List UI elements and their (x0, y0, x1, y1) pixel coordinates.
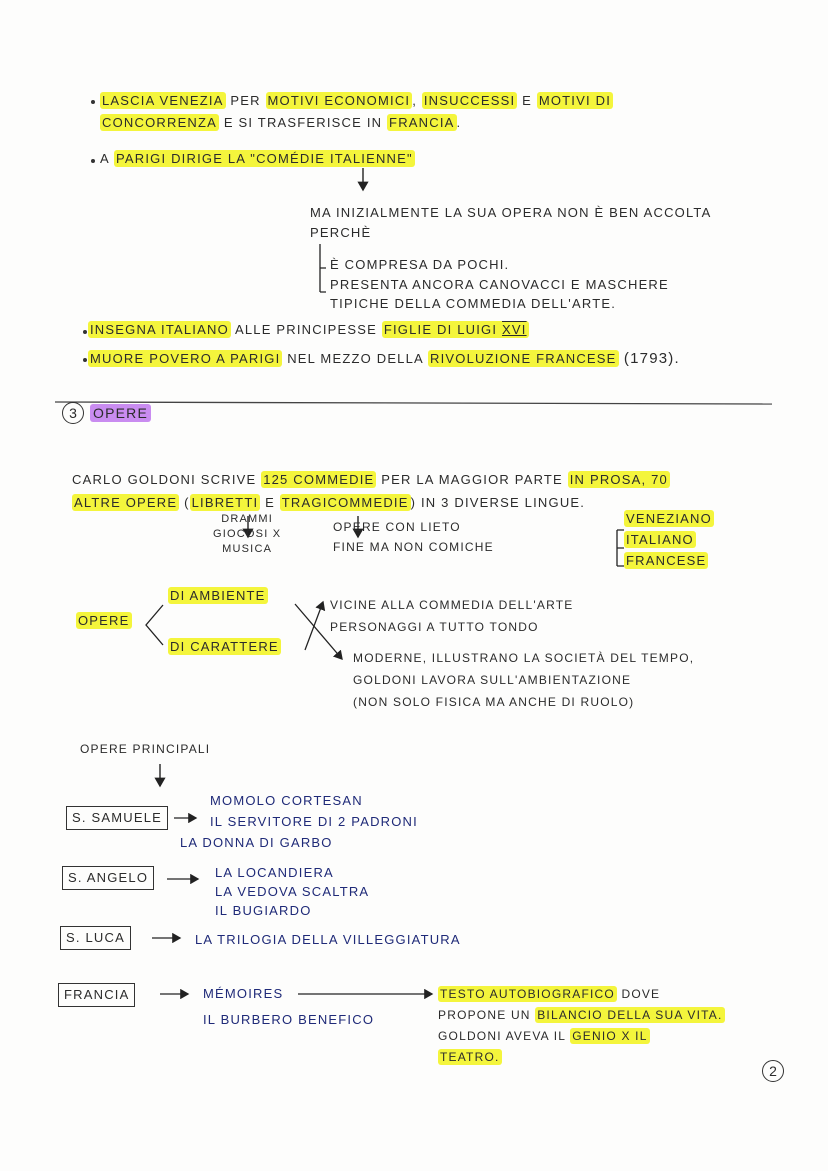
theatre-box: S. ANGELO (62, 866, 154, 890)
note-line: PERCHÈ (310, 225, 372, 240)
work: LA TRILOGIA DELLA VILLEGGIATURA (195, 932, 461, 947)
bullet-4 (88, 350, 680, 368)
text: GIOCOSI X (213, 528, 282, 540)
highlight: LASCIA VENEZIA (102, 93, 224, 108)
bracket (320, 244, 326, 292)
bullet-2 (100, 150, 415, 168)
bullet-dot (91, 100, 95, 104)
highlight: GENIO X IL (572, 1029, 648, 1043)
highlight: FRANCIA (389, 115, 455, 130)
work: LA LOCANDIERA (215, 865, 334, 880)
text: , (412, 93, 422, 108)
text: DOVE (616, 987, 661, 1001)
work: LA VEDOVA SCALTRA (215, 884, 370, 899)
highlight: OPERE (78, 613, 130, 628)
work: MÉMOIRES (203, 986, 284, 1001)
highlight (382, 321, 529, 338)
bracket (617, 530, 624, 566)
highlight: INSUCCESSI (423, 93, 516, 108)
text: (NON SOLO FISICA MA ANCHE DI RUOLO) (353, 695, 635, 709)
highlight: TEATRO. (440, 1050, 500, 1064)
text: GOLDONI LAVORA SULL'AMBIENTAZIONE (353, 673, 632, 687)
highlight: CONCORRENZA (102, 115, 218, 130)
lingue-list (624, 508, 714, 571)
text: E SI TRASFERISCE IN (219, 115, 388, 130)
principali-title: OPERE PRINCIPALI (80, 742, 211, 756)
text: ALLE PRINCIPESSE (230, 322, 382, 337)
text: (1793). (618, 350, 680, 367)
highlight: DI CARATTERE (170, 639, 279, 654)
highlight: DI AMBIENTE (170, 588, 266, 603)
bullet-1-line-2 (100, 114, 461, 132)
highlight: MUORE POVERO A PARIGI (90, 351, 281, 366)
text: FIGLIE DI LUIGI (383, 322, 502, 337)
section-title-text: OPERE (90, 404, 151, 422)
bullet-1-line-1 (100, 92, 613, 110)
note-reason: PRESENTA ANCORA CANOVACCI E MASCHERE (330, 277, 669, 292)
text: MUSICA (222, 543, 273, 555)
intro-line-1 (72, 471, 670, 489)
highlight: TESTO AUTOBIOGRAFICO (440, 987, 615, 1001)
work: IL SERVITORE DI 2 PADRONI (210, 814, 418, 829)
type-desc-top (330, 594, 573, 638)
text: E (260, 495, 280, 510)
bullet-dot (91, 159, 95, 163)
text: FINE MA NON COMICHE (333, 540, 494, 554)
text: PROPONE UN (438, 1008, 536, 1022)
work: IL BUGIARDO (215, 903, 312, 918)
text: CARLO GOLDONI SCRIVE (72, 472, 262, 487)
theatre-box: S. LUCA (60, 926, 131, 950)
type-ambiente (168, 587, 268, 605)
work: MOMOLO CORTESAN (210, 793, 363, 808)
type-desc-bottom (353, 647, 694, 713)
memoires-note (438, 984, 725, 1068)
highlight: PARIGI DIRIGE LA "COMÉDIE ITALIENNE" (115, 151, 413, 166)
text: XVI (502, 322, 527, 337)
highlight: LIBRETTI (191, 495, 259, 510)
highlight: BILANCIO DELLA SUA VITA. (537, 1008, 723, 1022)
branch-lines (146, 605, 163, 645)
text: VICINE ALLA COMMEDIA DELL'ARTE (330, 598, 574, 612)
highlight: ALTRE OPERE (74, 495, 178, 510)
types-root (76, 612, 132, 630)
section-title (90, 404, 151, 422)
highlight: VENEZIANO (626, 511, 712, 526)
text: PERSONAGGI A TUTTO TONDO (330, 620, 539, 634)
theatre-box: FRANCIA (58, 983, 135, 1007)
text: ) IN 3 DIVERSE LINGUE. (410, 495, 586, 510)
highlight: INSEGNA ITALIANO (90, 322, 229, 337)
intro-line-2 (72, 494, 585, 512)
bullet-3 (88, 321, 529, 339)
type-carattere (168, 638, 281, 656)
tragicommedie-note (333, 517, 494, 557)
highlight: TRAGICOMMEDIE (281, 495, 409, 510)
bullet-dot (83, 330, 87, 334)
highlight: FRANCESE (626, 553, 707, 568)
note-reason: TIPICHE DELLA COMMEDIA DELL'ARTE. (330, 296, 617, 311)
work: LA DONNA DI GARBO (180, 835, 333, 850)
highlight: IN PROSA, 70 (569, 472, 668, 487)
text: MODERNE, ILLUSTRANO LA SOCIETÀ DEL TEMPO, (353, 651, 695, 665)
text: ( (179, 495, 190, 510)
highlight: 125 COMMEDIE (263, 472, 375, 487)
text: . (456, 115, 462, 130)
highlight: MOTIVI DI (538, 93, 612, 108)
text: NEL MEZZO DELLA (282, 351, 429, 366)
highlight: RIVOLUZIONE FRANCESE (430, 351, 617, 366)
text: PER (225, 93, 266, 108)
section-divider (55, 402, 772, 404)
note-reason: È COMPRESA DA POCHI. (330, 257, 510, 272)
text: GOLDONI AVEVA IL (438, 1029, 571, 1043)
text: OPERE CON LIETO (333, 520, 461, 534)
page-number: 2 (762, 1060, 784, 1082)
note-line: MA INIZIALMENTE LA SUA OPERA NON È BEN ACCOLTA (310, 205, 712, 220)
section-number: 3 (62, 402, 84, 424)
theatre-box: S. SAMUELE (66, 806, 168, 830)
text: PER LA MAGGIOR PARTE (376, 472, 568, 487)
highlight: ITALIANO (626, 532, 694, 547)
highlight: MOTIVI ECONOMICI (267, 93, 411, 108)
text: E (517, 93, 537, 108)
text: A (100, 151, 114, 166)
libretti-note (213, 512, 281, 557)
text: DRAMMI (221, 513, 274, 525)
work: IL BURBERO BENEFICO (203, 1012, 375, 1027)
bullet-dot (83, 358, 87, 362)
